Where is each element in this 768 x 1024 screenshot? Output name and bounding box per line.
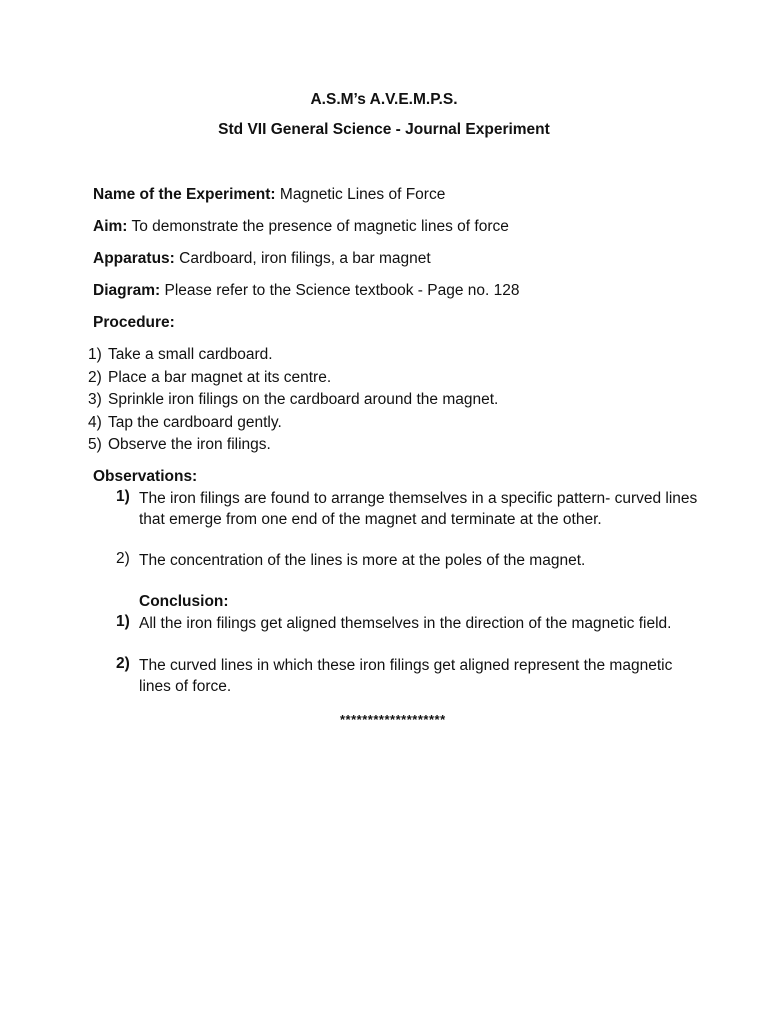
step-number: 5) (88, 436, 102, 453)
conclusion-number: 1) (116, 613, 130, 630)
aim-label: Aim: (93, 218, 128, 235)
experiment-name-label: Name of the Experiment: (93, 186, 276, 203)
experiment-name-value: Magnetic Lines of Force (275, 186, 446, 203)
procedure-step (88, 345, 273, 365)
observations-heading: Observations: (93, 468, 198, 485)
aim-value: To demonstrate the presence of magnetic lines of force (127, 218, 509, 235)
document-subtitle: Std VII General Science - Journal Experiment (218, 121, 550, 138)
procedure-heading: Procedure: (93, 314, 175, 331)
conclusion-item (0, 655, 768, 699)
step-number: 3) (88, 391, 102, 408)
step-number: 1) (88, 346, 102, 363)
conclusion-heading: Conclusion: (139, 593, 229, 610)
apparatus-label: Apparatus: (93, 250, 175, 267)
step-number: 4) (88, 414, 102, 431)
diagram-line (93, 281, 520, 301)
end-marker: ******************* (340, 712, 446, 727)
apparatus-value: Cardboard, iron filings, a bar magnet (174, 250, 431, 267)
step-text: Sprinkle iron filings on the cardboard around the magnet. (108, 391, 499, 408)
step-text: Take a small cardboard. (108, 346, 273, 363)
apparatus-line (93, 249, 431, 269)
procedure-step (88, 413, 282, 433)
experiment-name-line (93, 185, 445, 205)
conclusion-number: 2) (116, 655, 130, 672)
observation-number: 2) (116, 550, 130, 567)
observation-number: 1) (116, 488, 130, 505)
step-number: 2) (88, 369, 102, 386)
school-name: A.S.M’s A.V.E.M.P.S. (310, 91, 458, 108)
procedure-step (88, 390, 498, 410)
conclusion-item (0, 613, 768, 657)
procedure-step (88, 368, 331, 388)
conclusion-text: The curved lines in which these iron filings get aligned represent the magnetic lines of force. (139, 657, 673, 695)
observation-item (0, 550, 768, 574)
step-text: Observe the iron filings. (108, 436, 271, 453)
diagram-value: Please refer to the Science textbook - Page no. 128 (160, 282, 520, 299)
observation-text: The iron filings are found to arrange themselves in a specific pattern- curved lines that emerge from one end of the magnet and terminate at the other. (139, 490, 698, 528)
observation-item (0, 488, 768, 554)
step-text: Tap the cardboard gently. (108, 414, 282, 431)
procedure-step (88, 435, 271, 455)
conclusion-text: All the iron filings get aligned themselves in the direction of the magnetic field. (139, 615, 672, 632)
diagram-label: Diagram: (93, 282, 161, 299)
aim-line (93, 217, 509, 237)
step-text: Place a bar magnet at its centre. (108, 369, 332, 386)
observation-text: The concentration of the lines is more at the poles of the magnet. (139, 552, 586, 569)
